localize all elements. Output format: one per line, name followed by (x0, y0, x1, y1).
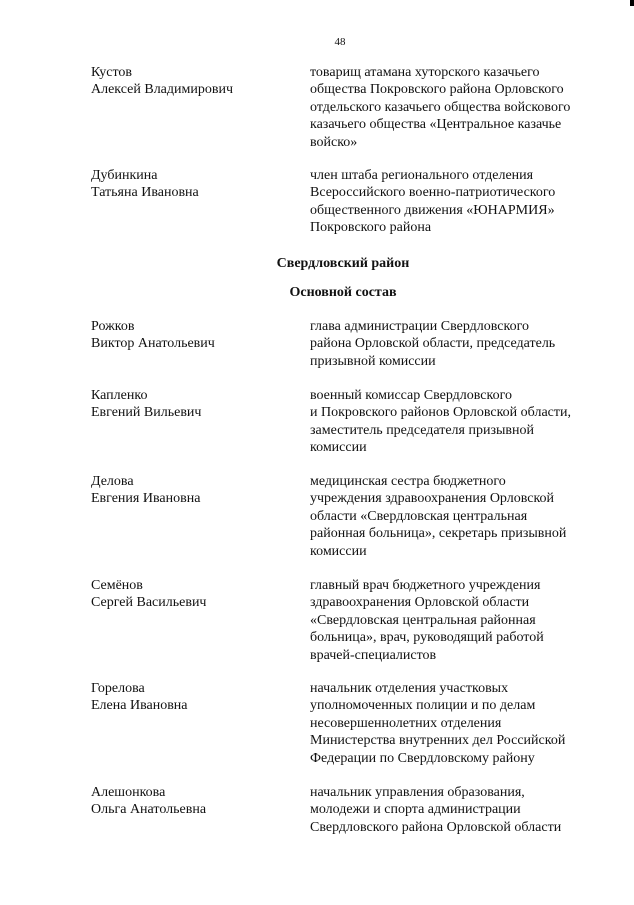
role-line: общества Покровского района Орловского (310, 82, 564, 98)
member-role (310, 387, 610, 457)
member-given-names: Сергей Васильевич (91, 595, 207, 611)
member-role (310, 680, 610, 767)
member-given-names: Елена Ивановна (91, 698, 188, 714)
role-line: войско» (310, 134, 358, 150)
member-surname: Делова (91, 474, 134, 489)
member-given-names: Виктор Анатольевич (91, 336, 215, 352)
role-line: молодежи и спорта администрации (310, 802, 521, 818)
role-line: заместитель председателя призывной (310, 422, 534, 438)
role-line: главный врач бюджетного учреждения (310, 578, 541, 593)
member-role (310, 577, 610, 664)
role-line: комиссии (310, 543, 367, 559)
role-line: «Свердловская центральная районная (310, 612, 536, 628)
role-line: медицинская сестра бюджетного (310, 474, 506, 489)
role-line: несовершеннолетних отделения (310, 715, 502, 731)
role-line: здравоохранения Орловской области (310, 595, 530, 611)
member-name (91, 64, 301, 99)
scan-corner-mark (630, 0, 634, 6)
role-line: комиссии (310, 440, 367, 456)
member-name (91, 577, 301, 612)
district-heading: Свердловский район (276, 256, 410, 271)
member-given-names: Ольга Анатольевна (91, 802, 207, 818)
role-line: Министерства внутренних дел Российской (310, 733, 566, 749)
member-role (310, 784, 610, 836)
member-surname: Семёнов (91, 578, 143, 593)
role-line: уполномоченных полиции и по делам (310, 698, 536, 714)
role-line: отдельского казачьего общества войскового (310, 99, 571, 115)
role-line: больница», врач, руководящий работой (310, 630, 544, 646)
role-line: начальник управления образования, (310, 785, 525, 800)
member-name (91, 680, 301, 715)
member-role (310, 64, 610, 151)
member-surname: Алешонкова (91, 785, 166, 800)
role-line: военный комиссар Свердловского (310, 388, 513, 403)
member-surname: Капленко (91, 388, 148, 403)
role-line: начальник отделения участковых (310, 681, 509, 696)
member-name (91, 784, 301, 819)
role-line: казачьего общества «Центральное казачье (310, 117, 562, 133)
member-name (91, 473, 301, 508)
member-surname: Дубинкина (91, 168, 158, 183)
member-given-names: Евгения Ивановна (91, 491, 201, 507)
member-name (91, 167, 301, 202)
member-role (310, 473, 610, 560)
role-line: Свердловского района Орловской области (310, 819, 562, 835)
role-line: и Покровского районов Орловской области, (310, 405, 571, 421)
role-line: учреждения здравоохранения Орловской (310, 491, 555, 507)
role-line: района Орловской области, председатель (310, 336, 556, 352)
member-role (310, 167, 610, 237)
role-line: глава администрации Свердловского (310, 319, 529, 334)
member-given-names: Татьяна Ивановна (91, 185, 199, 201)
role-line: призывной комиссии (310, 353, 436, 369)
role-line: Федерации по Свердловскому району (310, 750, 535, 766)
member-role (310, 318, 610, 370)
role-line: Всероссийского военно-патриотического (310, 185, 556, 201)
page-number: 48 (334, 36, 346, 48)
role-line: области «Свердловская центральная (310, 508, 528, 524)
member-given-names: Евгений Вильевич (91, 405, 202, 421)
role-line: районная больница», секретарь призывной (310, 526, 567, 542)
role-line: общественного движения «ЮНАРМИЯ» (310, 202, 555, 218)
role-line: врачей-специалистов (310, 647, 437, 663)
role-line: товарищ атамана хуторского казачьего (310, 65, 540, 80)
role-line: Покровского района (310, 220, 432, 236)
member-surname: Кустов (91, 65, 133, 80)
member-given-names: Алексей Владимирович (91, 82, 234, 98)
member-name (91, 387, 301, 422)
member-surname: Горелова (91, 681, 145, 696)
member-surname: Рожков (91, 319, 135, 334)
section-heading: Основной состав (289, 285, 397, 300)
member-name (91, 318, 301, 353)
role-line: член штаба регионального отделения (310, 168, 534, 183)
